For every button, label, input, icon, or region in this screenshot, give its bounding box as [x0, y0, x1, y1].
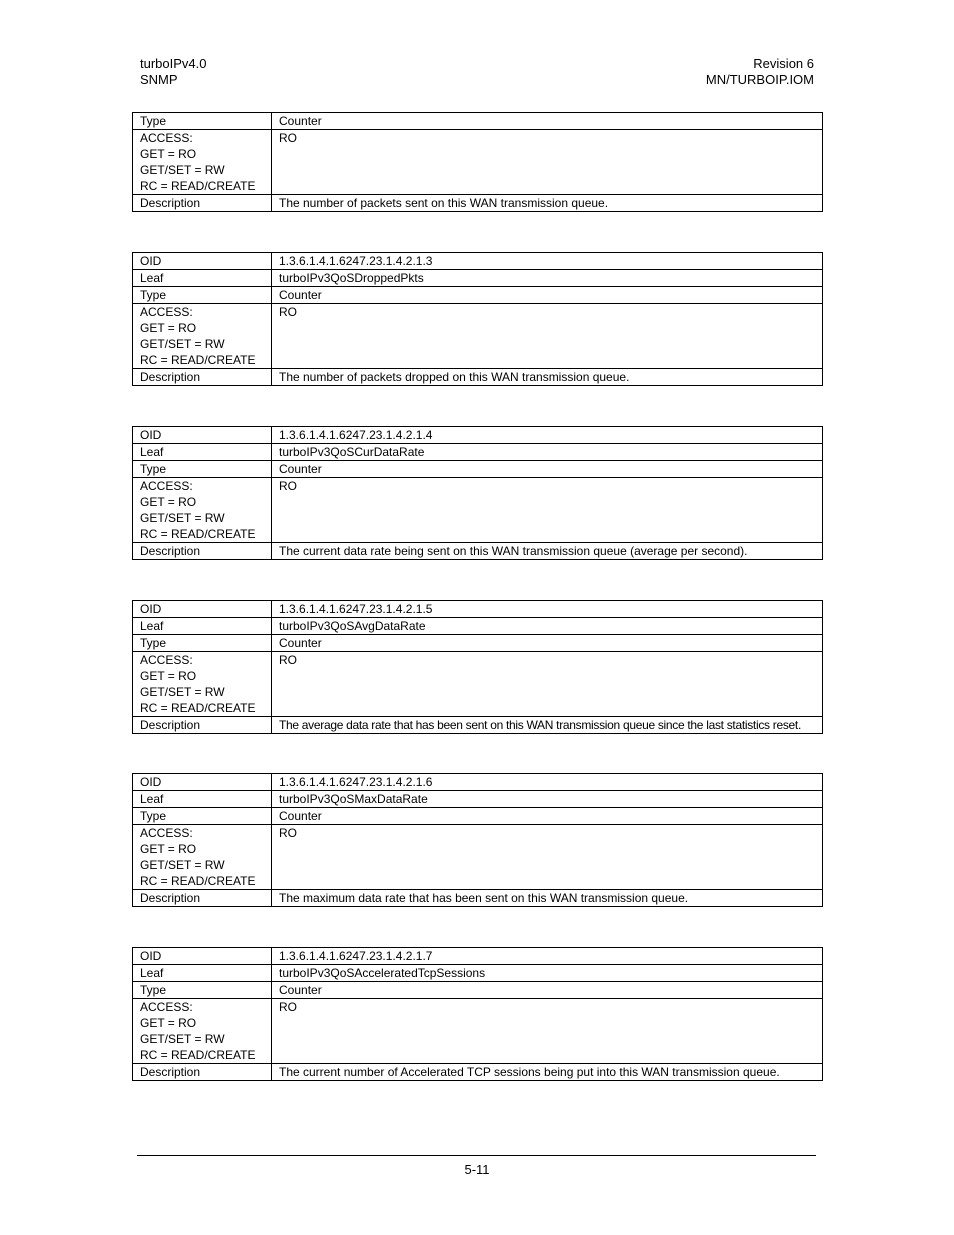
- table-row-access: [133, 999, 823, 1064]
- table-row-description: [133, 1064, 823, 1081]
- table-row-leaf: [133, 618, 823, 635]
- type-value: Counter: [272, 982, 823, 999]
- type-label: Type: [133, 982, 272, 999]
- oid-value: 1.3.6.1.4.1.6247.23.1.4.2.1.5: [272, 601, 823, 618]
- leaf-label: Leaf: [133, 444, 272, 461]
- table-row-type: [133, 287, 823, 304]
- description-value: The current number of Accelerated TCP sessions being put into this WAN transmission queue.: [272, 1064, 823, 1081]
- mib-table-3: [132, 426, 823, 560]
- access-value: RO: [272, 652, 823, 717]
- access-value: RO: [272, 304, 823, 369]
- oid-label: OID: [133, 774, 272, 791]
- type-label: Type: [133, 287, 272, 304]
- table-row-oid: [133, 601, 823, 618]
- mib-table-6: [132, 947, 823, 1081]
- table-row-leaf: [133, 791, 823, 808]
- table-row-access: [133, 478, 823, 543]
- access-label: ACCESS: GET = RO GET/SET = RW RC = READ/CREATE: [133, 999, 272, 1064]
- description-value: The current data rate being sent on this WAN transmission queue (average per second).: [272, 543, 823, 560]
- oid-label: OID: [133, 601, 272, 618]
- type-label: Type: [133, 461, 272, 478]
- leaf-value: turboIPv3QoSMaxDataRate: [272, 791, 823, 808]
- mib-table-2: [132, 252, 823, 386]
- table-row-description: [133, 890, 823, 907]
- table-row-type: [133, 113, 823, 130]
- description-label: Description: [133, 543, 272, 560]
- type-value: Counter: [272, 113, 823, 130]
- table-row-description: [133, 717, 823, 734]
- leaf-value: turboIPv3QoSAvgDataRate: [272, 618, 823, 635]
- footer-divider: [137, 1155, 816, 1156]
- oid-value: 1.3.6.1.4.1.6247.23.1.4.2.1.4: [272, 427, 823, 444]
- table-row-type: [133, 461, 823, 478]
- description-value: The number of packets sent on this WAN transmission queue.: [272, 195, 823, 212]
- access-label: ACCESS: GET = RO GET/SET = RW RC = READ/CREATE: [133, 478, 272, 543]
- type-label: Type: [133, 113, 272, 130]
- leaf-label: Leaf: [133, 965, 272, 982]
- table-row-access: [133, 825, 823, 890]
- product-name: turboIPv4.0: [140, 56, 207, 71]
- oid-label: OID: [133, 253, 272, 270]
- description-label: Description: [133, 717, 272, 734]
- description-label: Description: [133, 369, 272, 386]
- table-row-leaf: [133, 270, 823, 287]
- table-row-oid: [133, 948, 823, 965]
- leaf-label: Leaf: [133, 270, 272, 287]
- description-value: The maximum data rate that has been sent on this WAN transmission queue.: [272, 890, 823, 907]
- type-value: Counter: [272, 808, 823, 825]
- table-row-description: [133, 543, 823, 560]
- access-label: ACCESS: GET = RO GET/SET = RW RC = READ/CREATE: [133, 825, 272, 890]
- table-row-type: [133, 808, 823, 825]
- table-row-access: [133, 652, 823, 717]
- page-number: 5-11: [464, 1162, 490, 1177]
- leaf-value: turboIPv3QoSDroppedPkts: [272, 270, 823, 287]
- table-row-type: [133, 635, 823, 652]
- section-name: SNMP: [140, 72, 178, 87]
- access-label: ACCESS: GET = RO GET/SET = RW RC = READ/CREATE: [133, 130, 272, 195]
- leaf-label: Leaf: [133, 618, 272, 635]
- description-value: The number of packets dropped on this WAN transmission queue.: [272, 369, 823, 386]
- leaf-value: turboIPv3QoSCurDataRate: [272, 444, 823, 461]
- type-value: Counter: [272, 461, 823, 478]
- access-value: RO: [272, 130, 823, 195]
- table-row-description: [133, 369, 823, 386]
- type-value: Counter: [272, 635, 823, 652]
- access-value: RO: [272, 478, 823, 543]
- revision: Revision 6: [753, 56, 814, 71]
- table-row-access: [133, 304, 823, 369]
- access-value: RO: [272, 999, 823, 1064]
- mib-table-5: [132, 773, 823, 907]
- header-right: [706, 56, 814, 88]
- leaf-label: Leaf: [133, 791, 272, 808]
- type-label: Type: [133, 635, 272, 652]
- table-row-oid: [133, 774, 823, 791]
- description-label: Description: [133, 890, 272, 907]
- leaf-value: turboIPv3QoSAcceleratedTcpSessions: [272, 965, 823, 982]
- access-label: ACCESS: GET = RO GET/SET = RW RC = READ/CREATE: [133, 304, 272, 369]
- table-row-type: [133, 982, 823, 999]
- description-label: Description: [133, 195, 272, 212]
- oid-label: OID: [133, 948, 272, 965]
- oid-value: 1.3.6.1.4.1.6247.23.1.4.2.1.6: [272, 774, 823, 791]
- type-value: Counter: [272, 287, 823, 304]
- document-id: MN/TURBOIP.IOM: [705, 72, 814, 87]
- mib-table-4: [132, 600, 823, 734]
- access-label: ACCESS: GET = RO GET/SET = RW RC = READ/CREATE: [133, 652, 272, 717]
- header-left: [140, 56, 207, 88]
- table-row-oid: [133, 427, 823, 444]
- table-row-leaf: [133, 965, 823, 982]
- description-value: The average data rate that has been sent on this WAN transmission queue since the last statistics reset.: [272, 717, 823, 734]
- mib-table-1: [132, 112, 823, 212]
- table-row-access: [133, 130, 823, 195]
- access-value: RO: [272, 825, 823, 890]
- type-label: Type: [133, 808, 272, 825]
- description-label: Description: [133, 1064, 272, 1081]
- oid-value: 1.3.6.1.4.1.6247.23.1.4.2.1.7: [272, 948, 823, 965]
- table-row-description: [133, 195, 823, 212]
- table-row-leaf: [133, 444, 823, 461]
- table-row-oid: [133, 253, 823, 270]
- oid-value: 1.3.6.1.4.1.6247.23.1.4.2.1.3: [272, 253, 823, 270]
- oid-label: OID: [133, 427, 272, 444]
